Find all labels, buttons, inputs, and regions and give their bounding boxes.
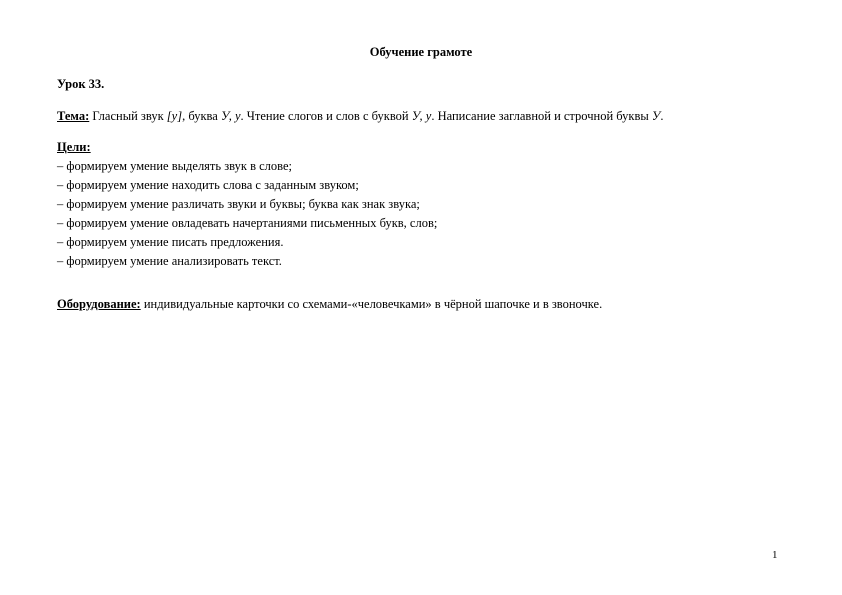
equipment-line — [57, 297, 602, 312]
goal-item: – формируем умение анализировать текст. — [57, 254, 282, 268]
goal-item: – формируем умение находить слова с заданным звуком; — [57, 178, 359, 192]
goals-section — [57, 140, 437, 271]
goals-list — [57, 157, 437, 271]
goal-item: – формируем умение выделять звук в слове; — [57, 159, 292, 173]
topic-letter-3: У — [651, 109, 661, 123]
topic-label: Тема: — [57, 109, 90, 123]
goals-heading: Цели: — [57, 140, 91, 154]
topic-line — [57, 109, 663, 124]
equipment-text: индивидуальные карточки со схемами-«человечками» в чёрной шапочке и в звоночке. — [140, 297, 603, 311]
equipment-label: Оборудование: — [57, 297, 141, 311]
topic-letter-2: У, у — [411, 109, 432, 123]
topic-text-2: , буква — [182, 109, 221, 123]
topic-letter-1: У, у — [220, 109, 241, 123]
topic-text-3: . Чтение слогов и слов с буквой — [240, 109, 412, 123]
goal-item: – формируем умение овладевать начертаниями письменных букв, слов; — [57, 216, 438, 230]
goal-item: – формируем умение писать предложения. — [57, 235, 284, 249]
topic-text-4: . Написание заглавной и строчной буквы — [431, 109, 652, 123]
goal-item: – формируем умение различать звуки и буквы; буква как знак звука; — [57, 197, 420, 211]
topic-sound: [у] — [166, 109, 183, 123]
topic-text-5: . — [660, 109, 664, 123]
lesson-number: Урок 33. — [57, 77, 105, 91]
page-number: 1 — [772, 549, 778, 561]
topic-text-1: Гласный звук — [89, 109, 167, 123]
document-title: Обучение грамоте — [369, 45, 473, 59]
